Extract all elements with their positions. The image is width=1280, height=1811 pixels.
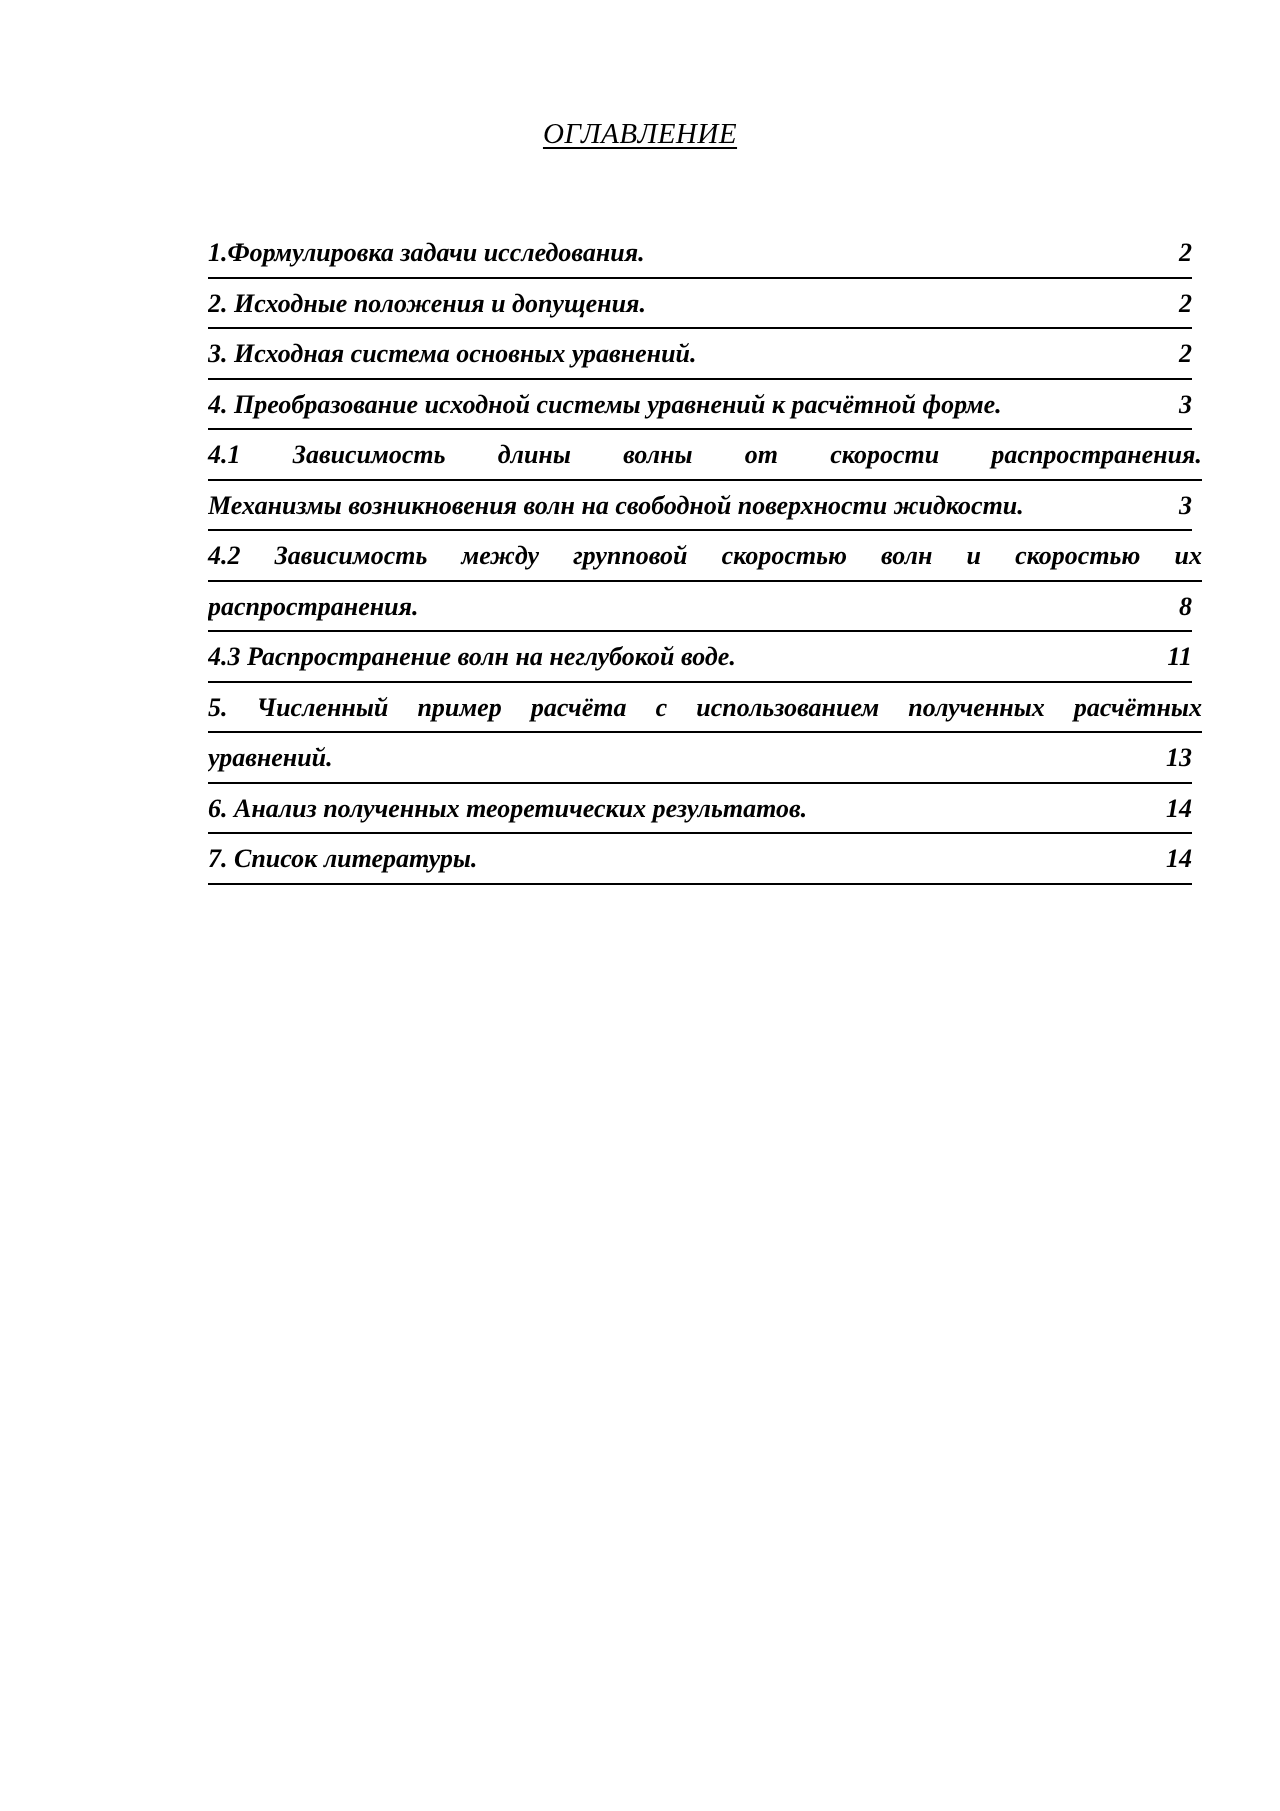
toc-entry-5[interactable] <box>208 683 1202 784</box>
toc-word: между <box>461 541 539 570</box>
toc-entry-3[interactable] <box>208 329 1192 380</box>
toc-entry-text: 6. Анализ полученных теоретических результатов. <box>208 793 808 823</box>
toc-entry-text: 7. Список литературы. <box>208 844 478 873</box>
toc-word: Зависимость <box>292 440 446 469</box>
toc-word: 5. <box>208 692 228 722</box>
toc-entry-text: 4.3 Распространение волн на неглубокой воде. <box>208 642 736 671</box>
toc-word: их <box>1174 541 1202 570</box>
toc-entry-2[interactable] <box>208 279 1192 330</box>
toc-word: расчёта <box>530 692 627 722</box>
toc-word: длины <box>497 440 571 469</box>
toc-entry-line-1 <box>208 430 1202 481</box>
toc-entry-4[interactable] <box>208 380 1192 431</box>
toc-entry-text: 1.Формулировка задачи исследования. <box>208 238 645 267</box>
toc-page-number: 11 <box>1167 642 1192 671</box>
toc-word: от <box>744 440 779 469</box>
toc-word: волн <box>881 541 933 570</box>
toc-word: скоростью <box>721 541 847 570</box>
toc-word: полученных <box>908 692 1045 722</box>
toc-word: скорости <box>830 440 940 469</box>
toc-page-number: 2 <box>1179 339 1192 368</box>
page-title: ОГЛАВЛЕНИЕ <box>542 118 738 150</box>
toc-page-number: 3 <box>1179 389 1192 419</box>
toc-page-number: 3 <box>1179 490 1192 520</box>
toc-word: групповой <box>573 541 688 570</box>
toc-entry-6[interactable] <box>208 784 1192 835</box>
toc-word: Зависимость <box>274 541 428 570</box>
toc-entry-text: Механизмы возникновения волн на свободной поверхности жидкости. <box>208 490 1024 520</box>
toc-word: волны <box>623 440 693 469</box>
toc-entry-4-1[interactable] <box>208 430 1202 531</box>
toc-word: использованием <box>696 692 880 722</box>
toc-word: пример <box>417 692 502 722</box>
toc-entry-text: 3. Исходная система основных уравнений. <box>208 339 697 368</box>
toc-page-number: 2 <box>1179 238 1192 267</box>
toc-page-number: 13 <box>1166 743 1192 772</box>
toc-word: с <box>655 692 668 722</box>
toc-entry-4-2[interactable] <box>208 531 1202 632</box>
toc-word: скоростью <box>1015 541 1141 570</box>
toc-page-number: 2 <box>1179 288 1192 318</box>
toc-entry-1[interactable] <box>208 228 1192 279</box>
toc-entry-7[interactable] <box>208 834 1192 885</box>
toc-page-number: 8 <box>1179 591 1192 621</box>
toc-word: Численный <box>256 692 389 722</box>
toc-word: и <box>966 541 981 570</box>
table-of-contents <box>208 228 1202 885</box>
toc-word: распространения. <box>991 440 1202 469</box>
toc-entry-text: 2. Исходные положения и допущения. <box>208 288 646 318</box>
toc-entry-4-3[interactable] <box>208 632 1192 683</box>
toc-word: 4.1 <box>208 440 241 469</box>
toc-page-number: 14 <box>1166 793 1192 823</box>
toc-entry-line-1 <box>208 683 1202 734</box>
toc-entry-text: распространения. <box>208 591 419 621</box>
toc-entry-text: уравнений. <box>208 743 333 772</box>
toc-entry-line-1 <box>208 531 1202 582</box>
toc-word: 4.2 <box>208 541 241 570</box>
toc-word: расчётных <box>1073 692 1202 722</box>
toc-entry-text: 4. Преобразование исходной системы уравнений к расчётной форме. <box>208 389 1002 419</box>
toc-page-number: 14 <box>1166 844 1192 873</box>
